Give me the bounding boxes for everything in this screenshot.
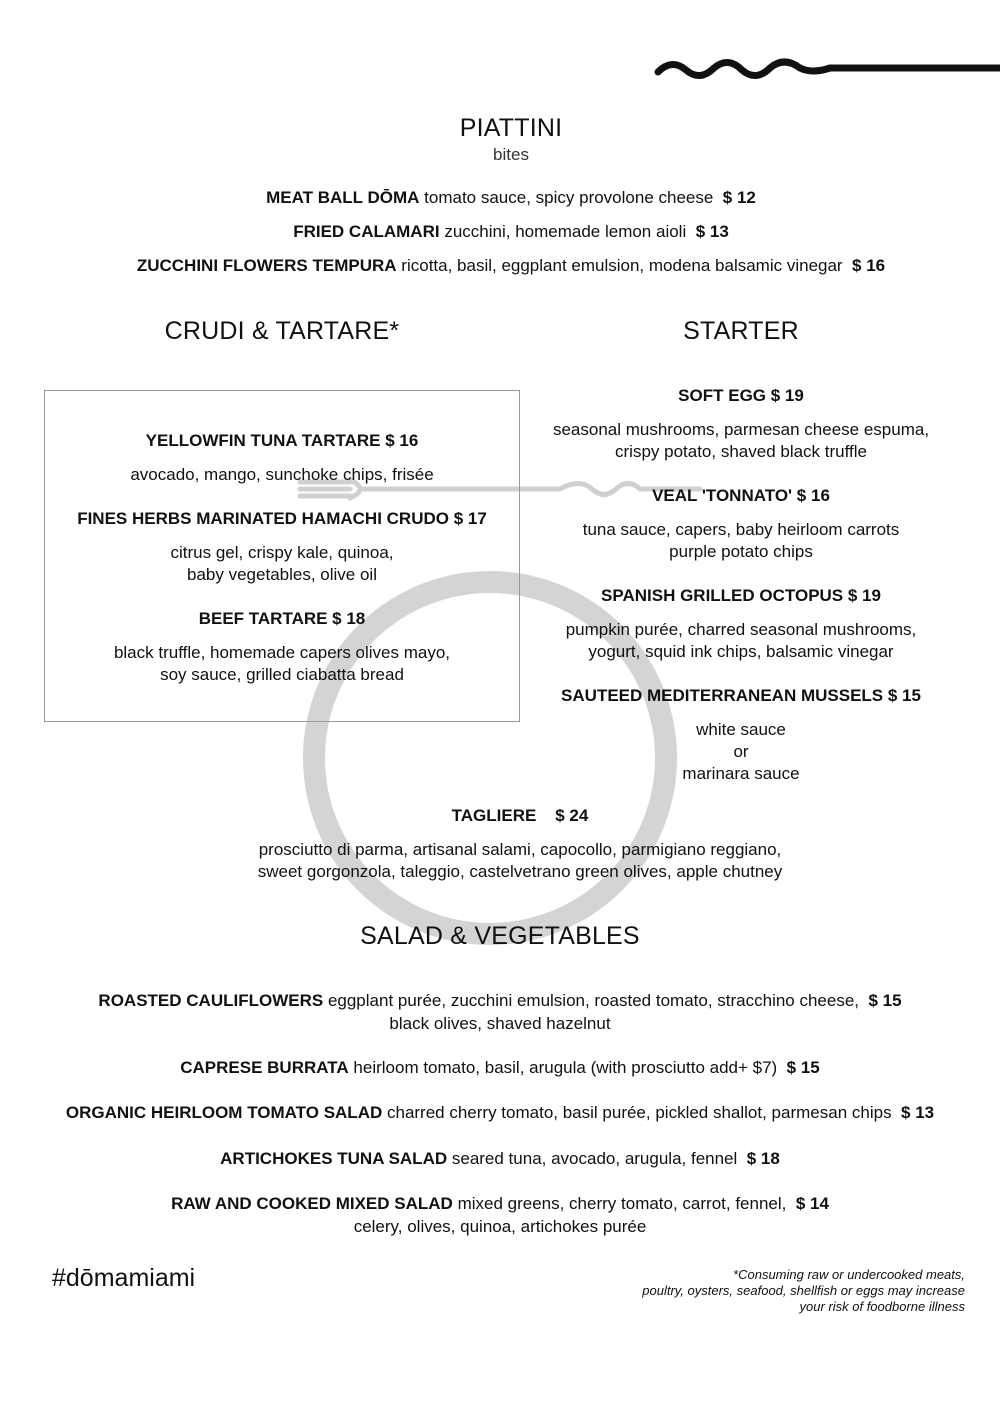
- item-name: ORGANIC HEIRLOOM TOMATO SALAD: [65, 1103, 383, 1122]
- item-desc: eggplant purée, zucchini emulsion, roasted tomato, stracchino cheese,: [327, 991, 860, 1010]
- starter-item-title: VEAL 'TONNATO' $ 16: [652, 486, 830, 505]
- item-name: RAW AND COOKED MIXED SALAD: [171, 1194, 453, 1213]
- note-line: your risk of foodborne illness: [799, 1299, 965, 1314]
- item-price: $ 12: [722, 188, 756, 207]
- salad-item: [0, 1149, 1000, 1169]
- salad-item: [0, 991, 1000, 1011]
- allergy-note: [560, 1267, 965, 1315]
- piattini-heading: PIATTINI: [459, 114, 563, 142]
- salad-heading: SALAD & VEGETABLES: [360, 922, 640, 950]
- item-name: FRIED CALAMARI: [293, 222, 440, 241]
- starter-item-title: SPANISH GRILLED OCTOPUS $ 19: [601, 586, 881, 605]
- hashtag: #dōmamiami: [52, 1264, 196, 1292]
- squiggle-line-logo: [650, 52, 1000, 86]
- item-name: MEAT BALL DŌMA: [266, 188, 420, 207]
- menu-item: [0, 256, 1000, 276]
- crudi-item-desc: soy sauce, grilled ciabatta bread: [160, 665, 404, 684]
- starter-item-desc: crispy potato, shaved black truffle: [615, 442, 867, 461]
- starter-item-desc: pumpkin purée, charred seasonal mushrooms,: [565, 620, 917, 639]
- menu-item: [0, 188, 1000, 208]
- crudi-item-title: YELLOWFIN TUNA TARTARE $ 16: [145, 431, 419, 450]
- item-name: CAPRESE BURRATA: [180, 1058, 349, 1077]
- item-desc: seared tuna, avocado, arugula, fennel: [451, 1149, 738, 1168]
- starter-item-title: SOFT EGG $ 19: [678, 386, 804, 405]
- note-line: *Consuming raw or undercooked meats,: [733, 1267, 965, 1282]
- salad-item: [0, 1058, 1000, 1078]
- tagliere-title: TAGLIERE $ 24: [451, 806, 589, 825]
- crudi-item-desc: black truffle, homemade capers olives mayo,: [113, 643, 451, 662]
- item-price: $ 15: [786, 1058, 820, 1077]
- item-desc: ricotta, basil, eggplant emulsion, modena balsamic vinegar: [401, 256, 843, 275]
- starter-item-title: SAUTEED MEDITERRANEAN MUSSELS $ 15: [561, 686, 921, 705]
- starter-item-desc: yogurt, squid ink chips, balsamic vinegar: [588, 642, 894, 661]
- item-desc: tomato sauce, spicy provolone cheese: [424, 188, 714, 207]
- crudi-item-desc: citrus gel, crispy kale, quinoa,: [170, 543, 394, 562]
- piattini-subtitle: bites: [493, 145, 529, 164]
- item-price: $ 16: [852, 256, 886, 275]
- item-price: $ 15: [868, 991, 902, 1010]
- item-desc: mixed greens, cherry tomato, carrot, fennel,: [457, 1194, 787, 1213]
- crudi-item-title: BEEF TARTARE $ 18: [198, 609, 366, 628]
- item-desc: charred cherry tomato, basil purée, pickled shallot, parmesan chips: [386, 1103, 892, 1122]
- item-name: ARTICHOKES TUNA SALAD: [220, 1149, 448, 1168]
- item-price: $ 14: [795, 1194, 829, 1213]
- starter-item-desc: tuna sauce, capers, baby heirloom carrots: [582, 520, 900, 539]
- salad-item: [0, 1103, 1000, 1123]
- note-line: poultry, oysters, seafood, shellfish or eggs may increase: [642, 1283, 965, 1298]
- starter-item-desc: white sauce: [696, 720, 786, 739]
- salad-item-desc: black olives, shaved hazelnut: [389, 1014, 611, 1033]
- item-desc: heirloom tomato, basil, arugula (with prosciutto add+ $7): [353, 1058, 778, 1077]
- item-desc: zucchini, homemade lemon aioli: [444, 222, 687, 241]
- menu-item: [0, 222, 1000, 242]
- salad-item-desc: celery, olives, quinoa, artichokes purée: [353, 1217, 647, 1236]
- starter-item-desc: marinara sauce: [682, 764, 800, 783]
- starter-item-desc: or: [733, 742, 749, 761]
- crudi-item-desc: baby vegetables, olive oil: [187, 565, 377, 584]
- item-name: ROASTED CAULIFLOWERS: [98, 991, 324, 1010]
- salad-item: [0, 1194, 1000, 1214]
- crudi-item-desc: avocado, mango, sunchoke chips, frisée: [130, 465, 434, 484]
- starter-item-desc: purple potato chips: [669, 542, 813, 561]
- tagliere-desc: sweet gorgonzola, taleggio, castelvetrano green olives, apple chutney: [257, 862, 783, 881]
- starter-item-desc: seasonal mushrooms, parmesan cheese espuma,: [552, 420, 930, 439]
- item-price: $ 13: [695, 222, 729, 241]
- item-price: $ 18: [746, 1149, 780, 1168]
- item-price: $ 13: [901, 1103, 935, 1122]
- crudi-heading: CRUDI & TARTARE*: [164, 317, 400, 345]
- item-name: ZUCCHINI FLOWERS TEMPURA: [136, 256, 397, 275]
- tagliere-desc: prosciutto di parma, artisanal salami, capocollo, parmigiano reggiano,: [258, 840, 782, 859]
- crudi-item-title: FINES HERBS MARINATED HAMACHI CRUDO $ 17: [77, 509, 487, 528]
- starter-heading: STARTER: [683, 317, 799, 345]
